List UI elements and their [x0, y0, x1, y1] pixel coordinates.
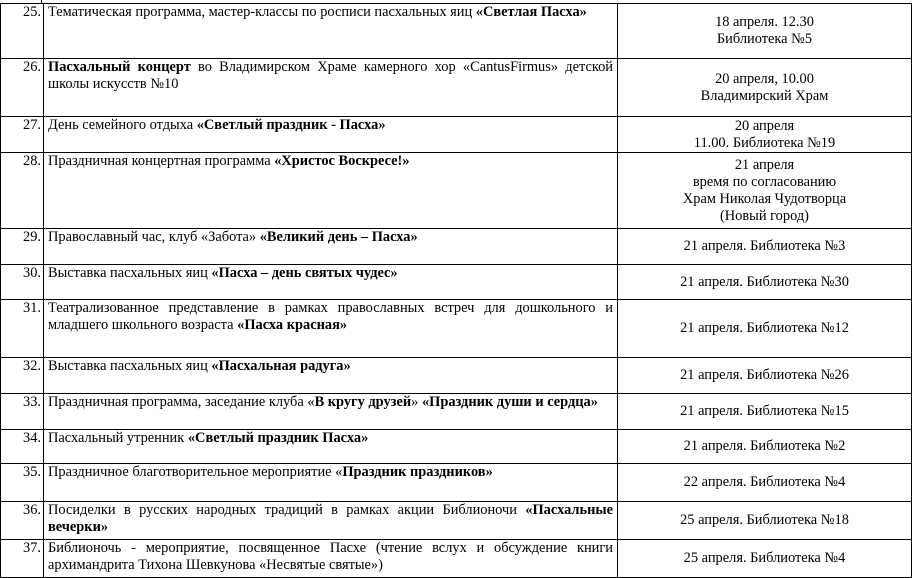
- event-title: [44, 464, 618, 502]
- events-table: [0, 3, 912, 578]
- table-row: [1, 59, 912, 117]
- event-title-text: Посиделки в русских народных традиций в рамках акции Библионочи: [48, 502, 526, 518]
- date-place-line: 18 апреля. 12.30: [715, 14, 814, 30]
- date-place-line: 22 апреля. Библиотека №4: [683, 474, 846, 490]
- row-number: 27.: [1, 117, 44, 153]
- row-number: 26.: [1, 59, 44, 117]
- event-date-place: [618, 59, 912, 117]
- event-title: [44, 394, 618, 430]
- date-place-line: Библиотека №5: [716, 31, 813, 47]
- date-place-line: 21 апреля. Библиотека №2: [683, 438, 846, 454]
- table-row: [1, 300, 912, 358]
- table-row: [1, 117, 912, 153]
- date-place-line: 21 апреля. Библиотека №12: [680, 320, 849, 336]
- event-title: [44, 502, 618, 540]
- event-title-bold: «Великий день – Пасха»: [259, 229, 418, 245]
- date-place-line: 21 апреля: [734, 156, 795, 173]
- event-title: [44, 358, 618, 394]
- date-place-line: Владимирский Храм: [700, 87, 829, 104]
- row-number: 35.: [1, 464, 44, 502]
- event-title: [44, 59, 618, 117]
- event-title-bold: «Светлый праздник - Пасха»: [196, 117, 386, 133]
- table-row: [1, 464, 912, 502]
- event-title: [44, 430, 618, 464]
- event-title-text: »: [411, 394, 422, 410]
- table-row: [1, 153, 912, 229]
- table-row: [1, 430, 912, 464]
- event-title-bold: Праздник праздников»: [342, 464, 493, 480]
- event-title-text: во Владимирском Храме камерного хор «CantusFirmus» детской школы искусств №10: [48, 59, 613, 92]
- date-place-line: 21 апреля. Библиотека №3: [683, 238, 846, 254]
- event-date-place: [618, 394, 912, 430]
- event-date-place: [618, 502, 912, 540]
- event-title: [44, 4, 618, 59]
- table-row: [1, 394, 912, 430]
- event-date-place: [618, 117, 912, 153]
- date-place-line: 21 апреля. Библиотека №26: [680, 367, 849, 383]
- event-title-bold: Пасхальный концерт: [48, 59, 191, 75]
- date-place-line: 21 апреля. Библиотека №30: [680, 273, 849, 290]
- event-title: [44, 265, 618, 300]
- event-title-text: Выставка пасхальных яиц: [48, 358, 212, 374]
- event-title: [44, 117, 618, 153]
- event-title-text: День семейного отдыха: [48, 117, 197, 133]
- event-title-text: Тематическая программа, мастер-классы по росписи пасхальных яиц: [48, 4, 476, 20]
- row-number: 25.: [1, 4, 44, 59]
- event-title-text: Праздничная программа, заседание клуба «: [48, 394, 315, 410]
- event-title-text: Праздничное благотворительное мероприятие «: [48, 464, 343, 480]
- table-row: [1, 358, 912, 394]
- event-title: [44, 229, 618, 265]
- event-title-bold: В кругу друзей: [314, 394, 412, 410]
- date-place-line: 20 апреля: [734, 117, 795, 134]
- table-row: [1, 4, 912, 59]
- date-place-line: Храм Николая Чудотворца: [682, 190, 847, 207]
- event-title-bold: «Светлый праздник Пасха»: [187, 430, 369, 446]
- event-title: [44, 300, 618, 358]
- row-number: 28.: [1, 153, 44, 229]
- event-title-text: Библионочь - мероприятие, посвященное Пасхе (чтение вслух и обсуждение книги архимандрита Тихона Шевкунова «Несвятые святые»): [48, 540, 613, 573]
- event-title-bold: «Пасха – день святых чудес»: [211, 265, 398, 281]
- event-title-bold: «Пасхальные вечерки»: [48, 502, 613, 535]
- row-number: 29.: [1, 229, 44, 265]
- row-number: 31.: [1, 300, 44, 358]
- date-place-line: 21 апреля. Библиотека №15: [680, 403, 849, 419]
- event-title-text: Пасхальный утренник: [48, 430, 188, 446]
- event-date-place: [618, 4, 912, 59]
- event-date-place: [618, 464, 912, 502]
- event-title-bold: «Праздник души и сердца»: [421, 394, 598, 410]
- table-row: [1, 540, 912, 578]
- row-number: 36.: [1, 502, 44, 540]
- event-title: [44, 153, 618, 229]
- table-row: [1, 502, 912, 540]
- row-number: 37.: [1, 540, 44, 578]
- event-title-bold: «Пасха красная»: [237, 317, 348, 333]
- event-title-text: Театрализованное представление в рамках православных встреч для дошкольного и младшего школьного возраста: [48, 300, 613, 333]
- row-number: 34.: [1, 430, 44, 464]
- date-place-line: время по согласованию: [692, 173, 837, 190]
- events-table-body: [1, 4, 912, 578]
- date-place-line: 11.00. Библиотека №19: [693, 134, 836, 151]
- event-date-place: [618, 229, 912, 265]
- event-title: [44, 540, 618, 578]
- event-title-text: Выставка пасхальных яиц: [48, 265, 212, 281]
- event-title-bold: «Христос Воскресе!»: [274, 153, 410, 169]
- row-number: 32.: [1, 358, 44, 394]
- event-date-place: [618, 153, 912, 229]
- event-date-place: [618, 300, 912, 358]
- event-title-bold: «Пасхальная радуга»: [211, 358, 351, 374]
- event-date-place: [618, 265, 912, 300]
- date-place-line: 25 апреля. Библиотека №4: [683, 550, 846, 566]
- event-title-text: Православный час, клуб «Забота»: [48, 229, 260, 245]
- event-title-text: Праздничная концертная программа: [48, 153, 275, 169]
- row-number: 33.: [1, 394, 44, 430]
- event-date-place: [618, 358, 912, 394]
- date-place-line: 20 апреля, 10.00: [715, 70, 814, 87]
- event-title-bold: «Светлая Пасха»: [475, 4, 587, 20]
- event-date-place: [618, 430, 912, 464]
- table-row: [1, 229, 912, 265]
- event-date-place: [618, 540, 912, 578]
- row-number: 30.: [1, 265, 44, 300]
- table-row: [1, 265, 912, 300]
- date-place-line: 25 апреля. Библиотека №18: [680, 512, 849, 528]
- date-place-line: (Новый город): [720, 207, 809, 224]
